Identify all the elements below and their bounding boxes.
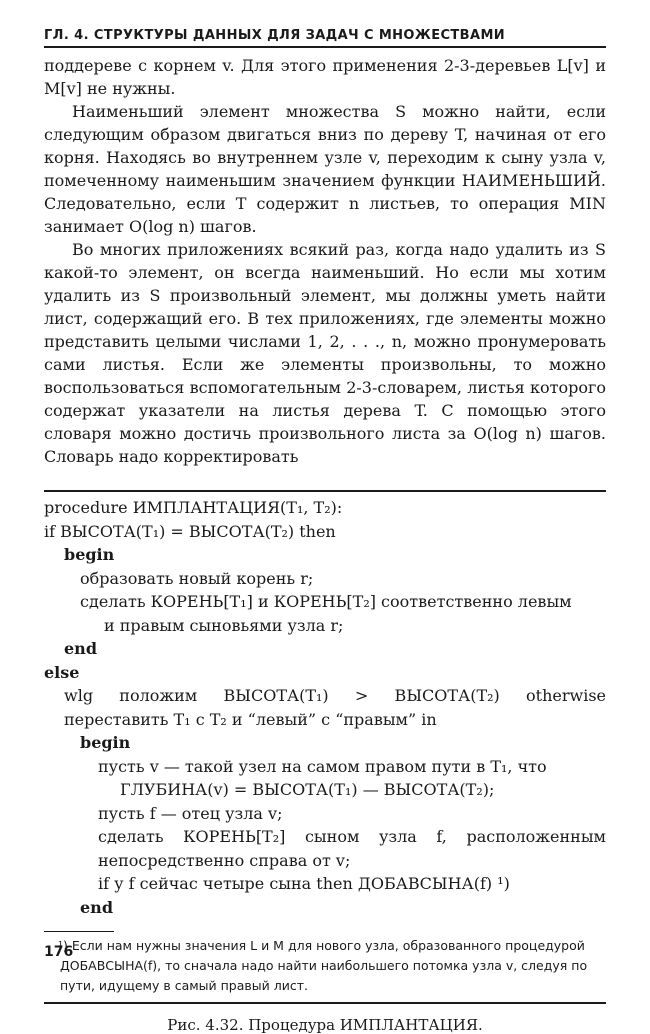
code-line: сделать КОРЕНЬ[T₁] и КОРЕНЬ[T₂] соответственно левым bbox=[80, 592, 572, 611]
code-line: begin bbox=[80, 733, 131, 752]
code-line: if у f сейчас четыре сына then ДОБАВСЫНА(f) ¹) bbox=[98, 874, 510, 893]
book-page bbox=[44, 28, 606, 1034]
code-line: образовать новый корень r; bbox=[80, 568, 314, 588]
page-number: 176 bbox=[44, 944, 74, 960]
running-head: ГЛ. 4. СТРУКТУРЫ ДАННЫХ ДЛЯ ЗАДАЧ С МНОЖЕСТВАМИ bbox=[44, 28, 606, 48]
code-line: сделать КОРЕНЬ[T₂] сыном узла f, расположенным непосредственно справа от v; bbox=[98, 827, 606, 870]
body-text bbox=[44, 54, 606, 468]
footnote: ¹) Если нам нужны значения L и M для нового узла, образованного процедурой ДОБАВСЫНА(f), то сначала надо найти наибольшего потомка узла v, следуя по пути, идущему в самый правый лист. bbox=[58, 938, 588, 993]
paragraph: Во многих приложениях всякий раз, когда надо удалить из S какой-то элемент, он всегда наименьший. Но если мы хотим удалить из S произвольный элемент, мы должны уметь найти лист, содержащий его. В тех приложениях, где элементы можно представить целыми числами 1, 2, . . ., n, можно пронумеровать сами листья. Если же элементы произвольны, то можно воспользоваться вспомогательным 2-3-словарем, листья которого содержат указатели на листья дерева T. С помощью этого словаря можно достичь произвольного листа за O(log n) шагов. Словарь надо корректировать bbox=[44, 240, 606, 466]
code-line: пусть v — такой узел на самом правом пути в T₁, что bbox=[98, 756, 547, 776]
figure-bottom-rule bbox=[44, 1002, 606, 1004]
paragraph: поддереве с корнем v. Для этого применения 2-3-деревьев L[v] и M[v] не нужны. bbox=[44, 56, 606, 98]
code-line: пусть f — отец узла v; bbox=[98, 803, 283, 823]
code-line: end bbox=[80, 897, 113, 917]
code-line: begin bbox=[64, 545, 115, 564]
code-line: else bbox=[44, 662, 80, 682]
code-line: ГЛУБИНА(v) = ВЫСОТА(T₁) — ВЫСОТА(T₂); bbox=[120, 780, 495, 799]
procedure-listing bbox=[44, 492, 606, 919]
code-line: procedure ИМПЛАНТАЦИЯ(T₁, T₂): bbox=[44, 498, 343, 517]
code-line: и правым сыновьями узла r; bbox=[104, 615, 344, 635]
code-line: wlg положим ВЫСОТА(T₁) > ВЫСОТА(T₂) otherwise переставить T₁ с T₂ и “левый” с “правым” in bbox=[64, 686, 606, 729]
paragraph: Наименьший элемент множества S можно найти, если следующим образом двигаться вниз по дереву T, начиная от его корня. Находясь во внутреннем узле v, переходим к сыну узла v, помеченному наименьшим значением функции НАИМЕНЬШИЙ. Следовательно, если T содержит n листьев, то операция MIN занимает O(log n) шагов. bbox=[44, 102, 606, 236]
code-line: if ВЫСОТА(T₁) = ВЫСОТА(T₂) then bbox=[44, 521, 336, 541]
figure-caption: Рис. 4.32. Процедура ИМПЛАНТАЦИЯ. bbox=[167, 1016, 483, 1034]
code-line: end bbox=[64, 639, 97, 658]
